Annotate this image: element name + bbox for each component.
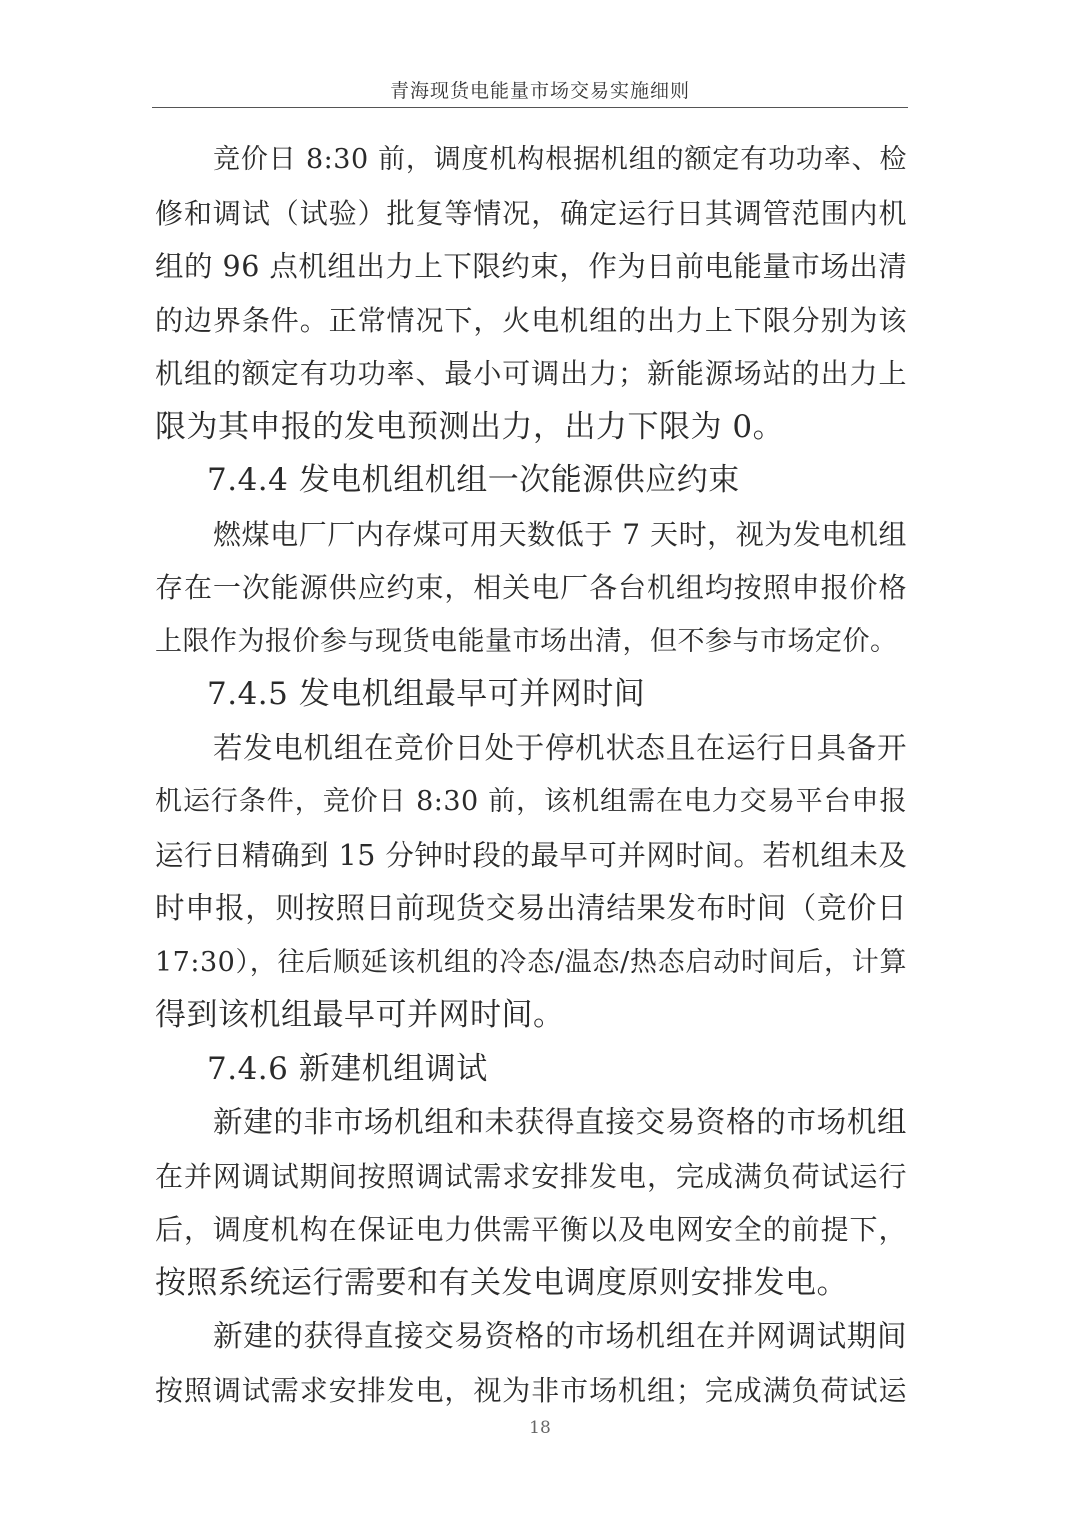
paragraph-line: 后，调度机构在保证电力供需平衡以及电网安全的前提下， — [155, 1213, 907, 1246]
paragraph-line: 运行日精确到 15 分钟时段的最早可并网时间。若机组未及 — [155, 838, 908, 872]
section-heading: 7.4.4 发电机组机组一次能源供应约束 — [207, 462, 740, 498]
paragraph-line: 17:30），往后顺延该机组的冷态/温态/热态启动时间后，计算 — [155, 946, 907, 978]
paragraph-line: 组的 96 点机组出力上下限约束，作为日前电能量市场出清 — [155, 250, 908, 283]
section-heading: 7.4.5 发电机组最早可并网时间 — [207, 676, 646, 712]
paragraph-line: 修和调试（试验）批复等情况，确定运行日其调管范围内机 — [155, 196, 907, 230]
paragraph-line: 若发电机组在竞价日处于停机状态且在运行日具备开 — [213, 730, 907, 765]
paragraph-line: 按照调试需求安排发电，视为非市场机组；完成满负荷试运 — [155, 1373, 907, 1407]
paragraph-line: 限为其申报的发电预测出力，出力下限为 0。 — [155, 408, 785, 445]
paragraph-line: 上限作为报价参与现货电能量市场出清，但不参与市场定价。 — [155, 625, 898, 657]
paragraph-line: 机运行条件，竞价日 8:30 前，该机组需在电力交易平台申报 — [155, 786, 907, 817]
paragraph-line: 在并网调试期间按照调试需求安排发电，完成满负荷试运行 — [155, 1159, 907, 1193]
paragraph-line: 燃煤电厂厂内存煤可用天数低于 7 天时，视为发电机组 — [213, 517, 907, 551]
paragraph-line: 按照系统运行需要和有关发电调度原则安排发电。 — [155, 1264, 848, 1301]
paragraph-line: 得到该机组最早可并网时间。 — [155, 997, 565, 1033]
paragraph-line: 的边界条件。正常情况下，火电机组的出力上下限分别为该 — [155, 303, 907, 337]
paragraph-line: 存在一次能源供应约束，相关电厂各台机组均按照申报价格 — [155, 571, 907, 604]
paragraph-line: 机组的额定有功功率、最小可调出力；新能源场站的出力上 — [155, 357, 907, 390]
page-header-title: 青海现货电能量市场交易实施细则 — [389, 80, 690, 102]
page-number: 18 — [529, 1418, 551, 1438]
header-divider — [152, 107, 908, 108]
section-heading: 7.4.6 新建机组调试 — [207, 1050, 488, 1087]
paragraph-line: 时申报，则按照日前现货交易出清结果发布时间（竞价日 — [155, 891, 907, 925]
paragraph-line: 竞价日 8:30 前，调度机构根据机组的额定有功功率、检 — [213, 144, 907, 175]
paragraph-line: 新建的获得直接交易资格的市场机组在并网调试期间 — [213, 1319, 907, 1353]
paragraph-line: 新建的非市场机组和未获得直接交易资格的市场机组 — [213, 1105, 907, 1139]
document-body — [155, 133, 907, 1417]
